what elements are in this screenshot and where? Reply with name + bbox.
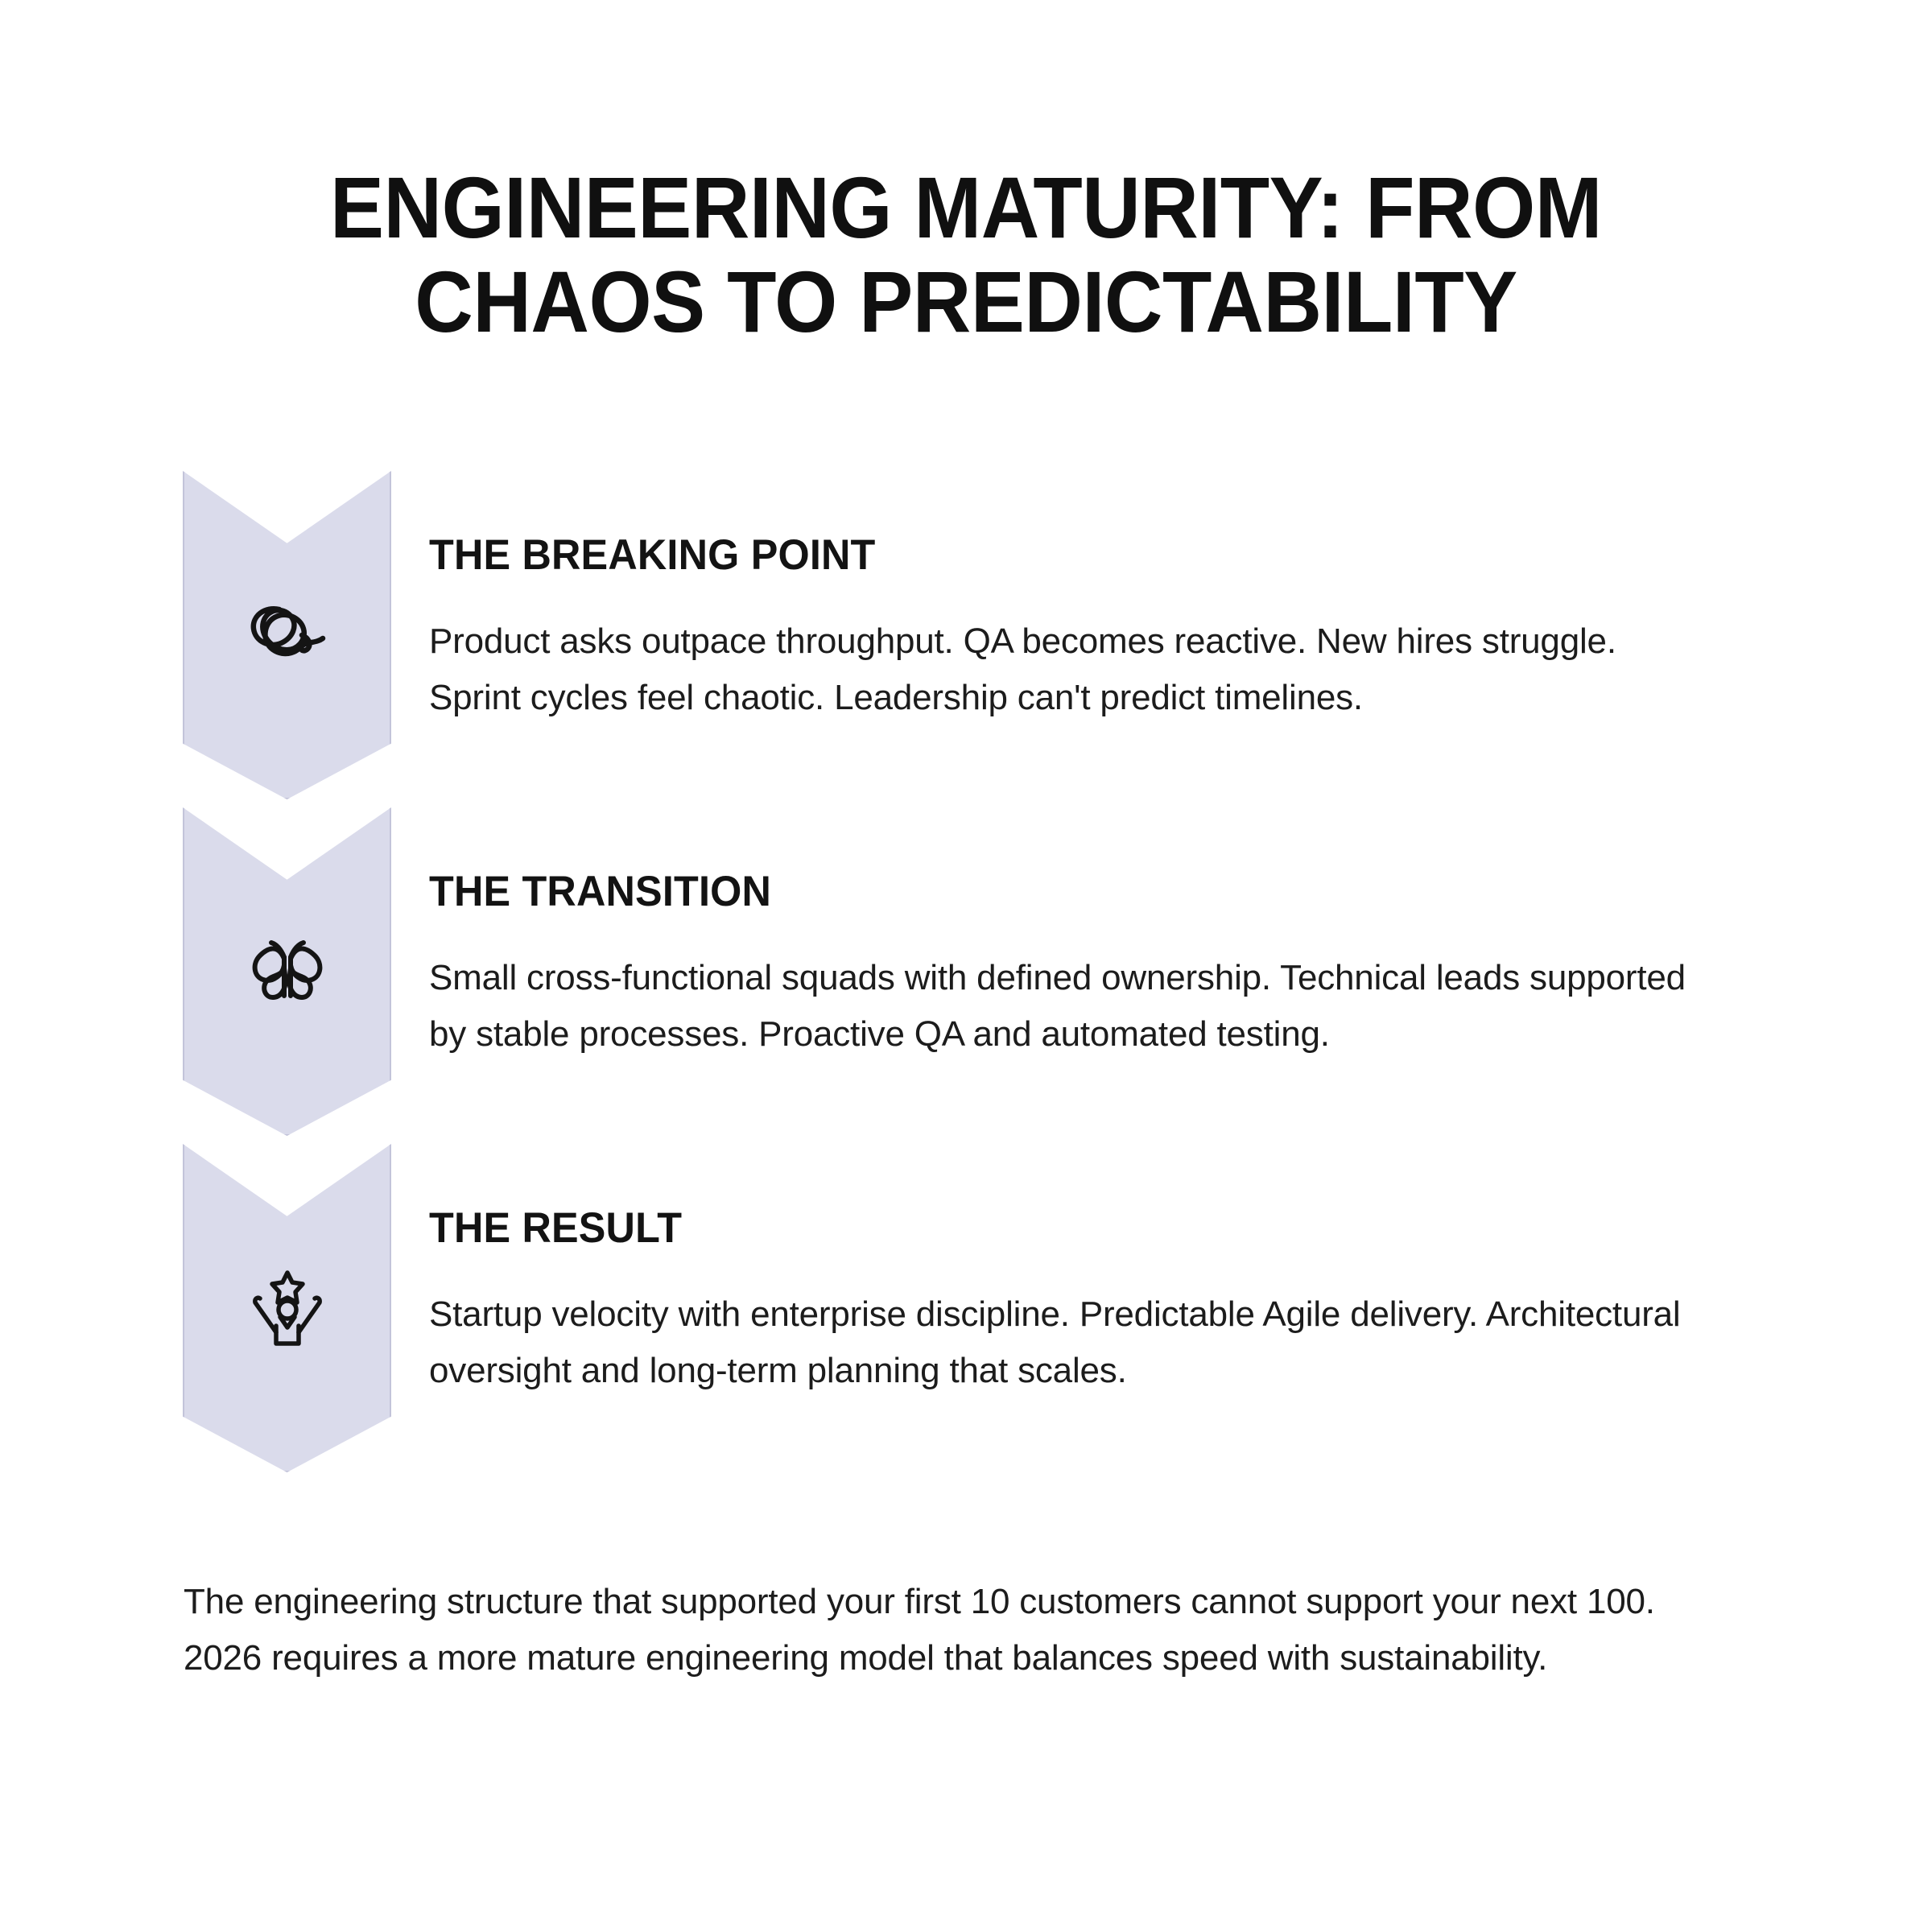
footer-paragraph: The engineering structure that supported your first 10 customers cannot support your next 100. 2026 requires a more mature engineering model that balances speed with sustainability.	[184, 1582, 1655, 1678]
step-heading: THE TRANSITION	[429, 868, 772, 915]
step-item	[0, 807, 1932, 1137]
chevron-shape-2	[183, 807, 391, 1136]
step-description: Product asks outpace throughput. QA becomes reactive. New hires struggle. Sprint cycles feel chaotic. Leadership can't predict timelines.	[429, 621, 1616, 717]
step-description: Small cross-functional squads with defined ownership. Technical leads supported by stable processes. Proactive QA and automated testing.	[429, 958, 1686, 1054]
step-body	[429, 1144, 1717, 1398]
step-item	[0, 1144, 1932, 1474]
step-heading: THE RESULT	[429, 1204, 683, 1252]
steps-container	[0, 471, 1932, 1474]
chevron-shape-1	[183, 471, 391, 799]
page-title: ENGINEERING MATURITY: FROM CHAOS TO PREDICTABILITY	[329, 159, 1602, 350]
step-description: Startup velocity with enterprise discipline. Predictable Agile delivery. Architectural oversight and long-term planning that scales.	[429, 1294, 1681, 1390]
step-item	[0, 471, 1932, 801]
step-body	[429, 471, 1717, 725]
chevron-shape-3	[183, 1144, 391, 1472]
step-heading: THE BREAKING POINT	[429, 531, 876, 579]
step-body	[429, 807, 1717, 1062]
page-title-container	[185, 161, 1747, 349]
